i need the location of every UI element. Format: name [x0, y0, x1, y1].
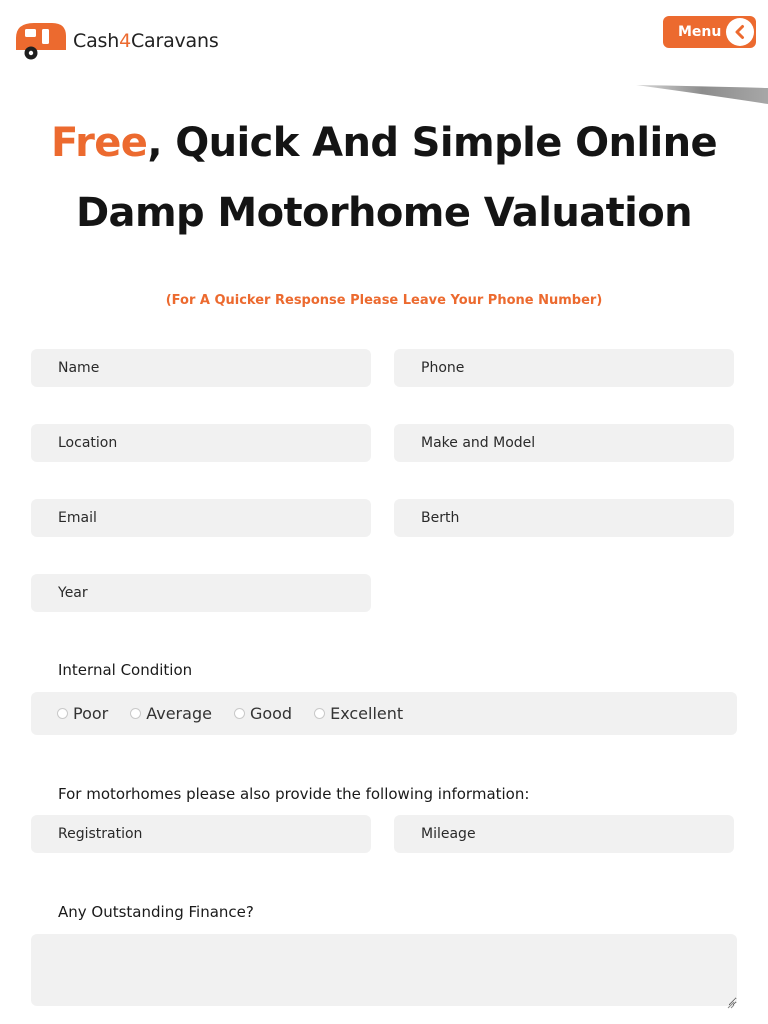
- location-field[interactable]: [31, 424, 371, 462]
- radio-unchecked-icon[interactable]: [314, 708, 325, 719]
- title-accent-word: Free: [50, 120, 148, 166]
- radio-unchecked-icon[interactable]: [130, 708, 141, 719]
- page-title: [0, 108, 768, 248]
- title-line-1: [0, 108, 768, 178]
- condition-option-label: Excellent: [330, 704, 404, 723]
- condition-option-excellent[interactable]: [314, 704, 403, 723]
- condition-option-label: Average: [146, 704, 212, 723]
- motorhome-info-label: For motorhomes please also provide the following information:: [58, 785, 530, 803]
- chevron-left-icon: [726, 18, 754, 46]
- internal-condition-radio-group: [31, 692, 737, 735]
- radio-unchecked-icon[interactable]: [234, 708, 245, 719]
- condition-option-good[interactable]: [234, 704, 292, 723]
- menu-label: Menu: [678, 24, 722, 40]
- logo-wordmark: Cash4Caravans: [73, 30, 219, 52]
- internal-condition-label: Internal Condition: [58, 661, 193, 679]
- condition-option-poor[interactable]: [57, 704, 108, 723]
- condition-option-label: Good: [249, 704, 293, 723]
- name-field[interactable]: [31, 349, 371, 387]
- site-logo[interactable]: [12, 20, 219, 62]
- caravan-logo-icon: [12, 20, 68, 62]
- condition-option-average[interactable]: [130, 704, 212, 723]
- berth-field[interactable]: [394, 499, 734, 537]
- title-line-1-rest: , Quick And Simple Online: [147, 120, 717, 166]
- outstanding-finance-textarea[interactable]: [31, 934, 737, 1006]
- outstanding-finance-label: Any Outstanding Finance?: [58, 903, 254, 921]
- condition-option-label: Poor: [73, 704, 109, 723]
- title-line-2: Damp Motorhome Valuation: [75, 190, 693, 236]
- mileage-field[interactable]: [394, 815, 734, 853]
- make-model-field[interactable]: [394, 424, 734, 462]
- hero-image-edge: [636, 84, 768, 104]
- menu-button[interactable]: [663, 16, 756, 48]
- phone-hint-subtitle: (For A Quicker Response Please Leave Your Phone Number): [165, 293, 603, 308]
- year-field[interactable]: [31, 574, 371, 612]
- email-field[interactable]: [31, 499, 371, 537]
- registration-field[interactable]: [31, 815, 371, 853]
- phone-field[interactable]: [394, 349, 734, 387]
- radio-unchecked-icon[interactable]: [57, 708, 68, 719]
